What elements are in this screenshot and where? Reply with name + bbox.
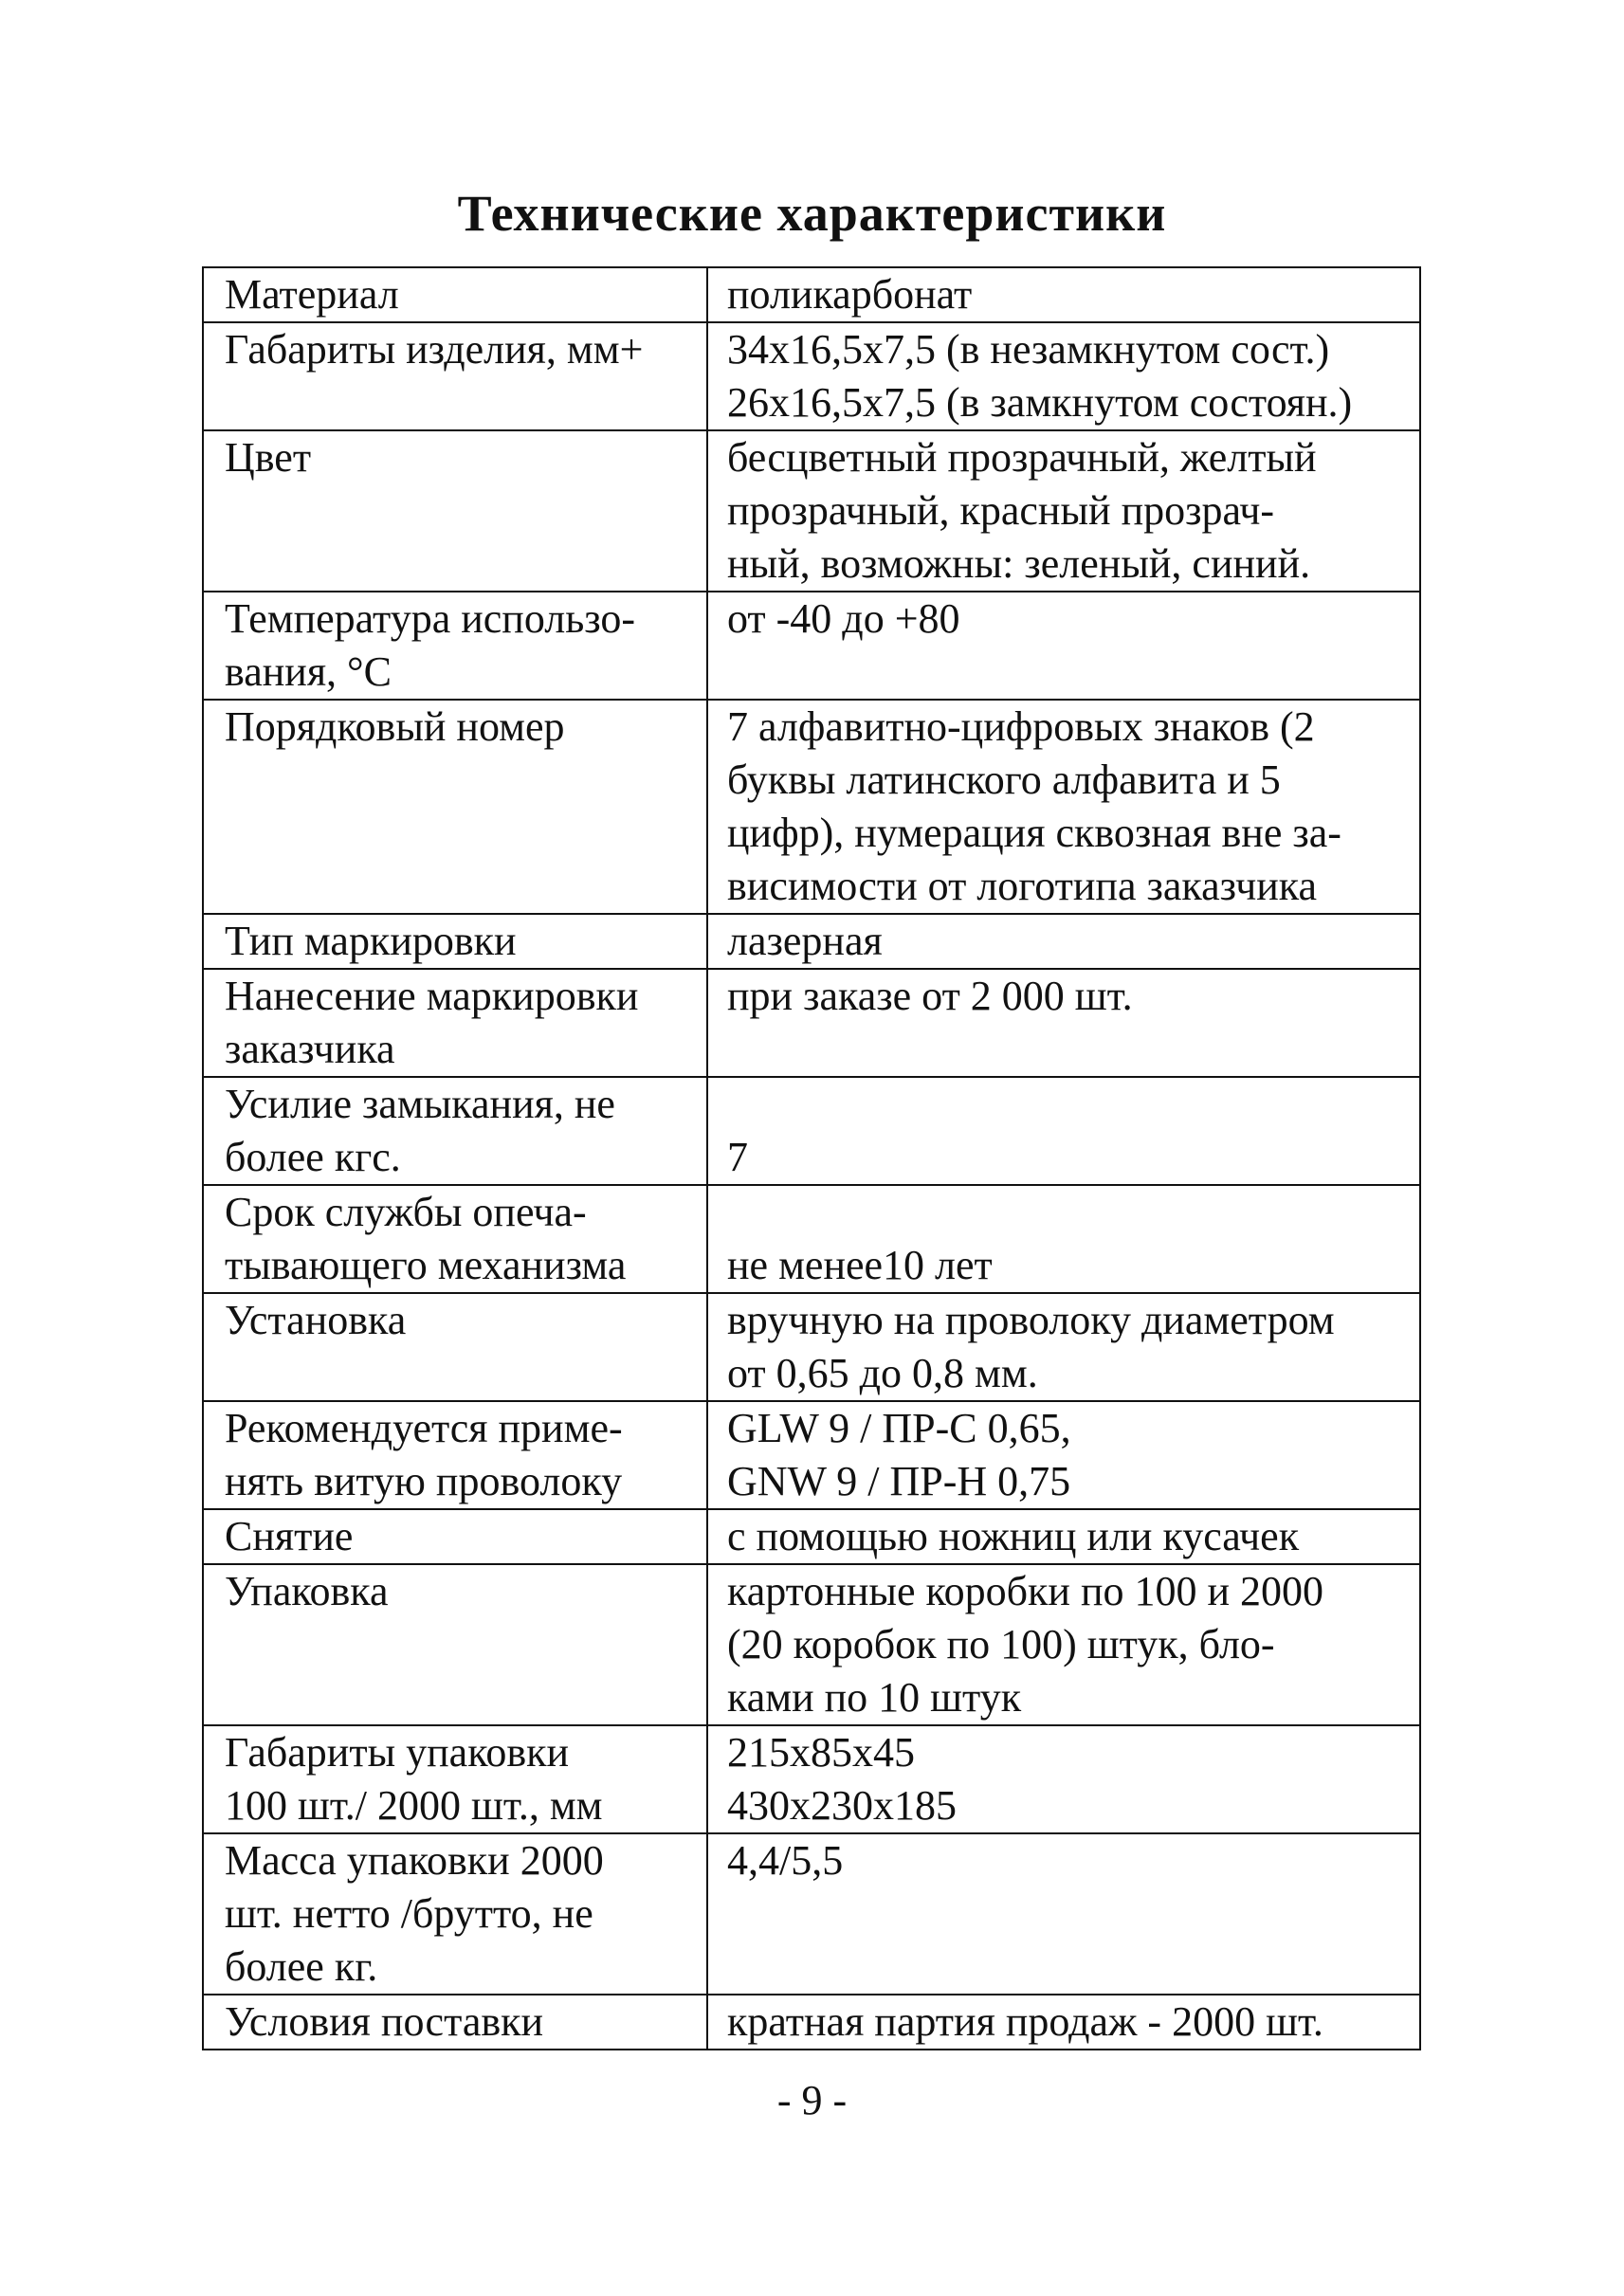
spec-label: Порядковый номер	[203, 700, 707, 914]
spec-value: 7 алфавитно-цифровых знаков (2 буквы латинского алфавита и 5 цифр), нумерация сквозная вне за- висимости от логотипа заказчика	[707, 700, 1420, 914]
spec-value: 7	[707, 1077, 1420, 1185]
table-row	[203, 969, 1420, 1077]
spec-label: Срок службы опеча- тывающего механизма	[203, 1185, 707, 1293]
table-row	[203, 1833, 1420, 1995]
spec-value: при заказе от 2 000 шт.	[707, 969, 1420, 1077]
spec-value: GLW 9 / ПР-С 0,65, GNW 9 / ПР-Н 0,75	[707, 1401, 1420, 1509]
table-row	[203, 1725, 1420, 1833]
spec-value: кратная партия продаж - 2000 шт.	[707, 1995, 1420, 2050]
table-row	[203, 322, 1420, 430]
spec-value: от -40 до +80	[707, 592, 1420, 700]
page-title: Технические характеристики	[457, 185, 1167, 242]
table-row	[203, 700, 1420, 914]
spec-label: Снятие	[203, 1509, 707, 1564]
spec-label: Упаковка	[203, 1564, 707, 1725]
spec-label: Материал	[203, 267, 707, 322]
table-row	[203, 1293, 1420, 1401]
spec-value: 4,4/5,5	[707, 1833, 1420, 1995]
table-row	[203, 914, 1420, 969]
table-row	[203, 1401, 1420, 1509]
spec-value: не менее10 лет	[707, 1185, 1420, 1293]
table-row	[203, 1995, 1420, 2050]
spec-value: 34x16,5x7,5 (в незамкнутом сост.) 26x16,5x7,5 (в замкнутом состоян.)	[707, 322, 1420, 430]
specs-table	[202, 266, 1421, 2050]
spec-value: с помощью ножниц или кусачек	[707, 1509, 1420, 1564]
spec-value: картонные коробки по 100 и 2000 (20 коробок по 100) штук, бло- ками по 10 штук	[707, 1564, 1420, 1725]
table-row	[203, 267, 1420, 322]
table-row	[203, 1185, 1420, 1293]
spec-label: Тип маркировки	[203, 914, 707, 969]
spec-value: поликарбонат	[707, 267, 1420, 322]
spec-label: Условия поставки	[203, 1995, 707, 2050]
spec-label: Температура использо- вания, °С	[203, 592, 707, 700]
table-row	[203, 1077, 1420, 1185]
spec-label: Масса упаковки 2000 шт. нетто /брутто, не более кг.	[203, 1833, 707, 1995]
table-row	[203, 1509, 1420, 1564]
spec-label: Усилие замыкания, не более кгс.	[203, 1077, 707, 1185]
spec-label: Габариты изделия, мм+	[203, 322, 707, 430]
spec-value: 215x85x45 430x230x185	[707, 1725, 1420, 1833]
spec-value: вручную на проволоку диаметром от 0,65 до 0,8 мм.	[707, 1293, 1420, 1401]
spec-label: Установка	[203, 1293, 707, 1401]
spec-label: Габариты упаковки 100 шт./ 2000 шт., мм	[203, 1725, 707, 1833]
table-row	[203, 1564, 1420, 1725]
spec-value: лазерная	[707, 914, 1420, 969]
spec-value: бесцветный прозрачный, желтый прозрачный, красный прозрач- ный, возможны: зеленый, синий.	[707, 430, 1420, 592]
spec-label: Нанесение маркировки заказчика	[203, 969, 707, 1077]
table-row	[203, 592, 1420, 700]
table-row	[203, 430, 1420, 592]
spec-label: Цвет	[203, 430, 707, 592]
spec-label: Рекомендуется приме- нять витую проволоку	[203, 1401, 707, 1509]
page-number: - 9 -	[776, 2077, 848, 2123]
